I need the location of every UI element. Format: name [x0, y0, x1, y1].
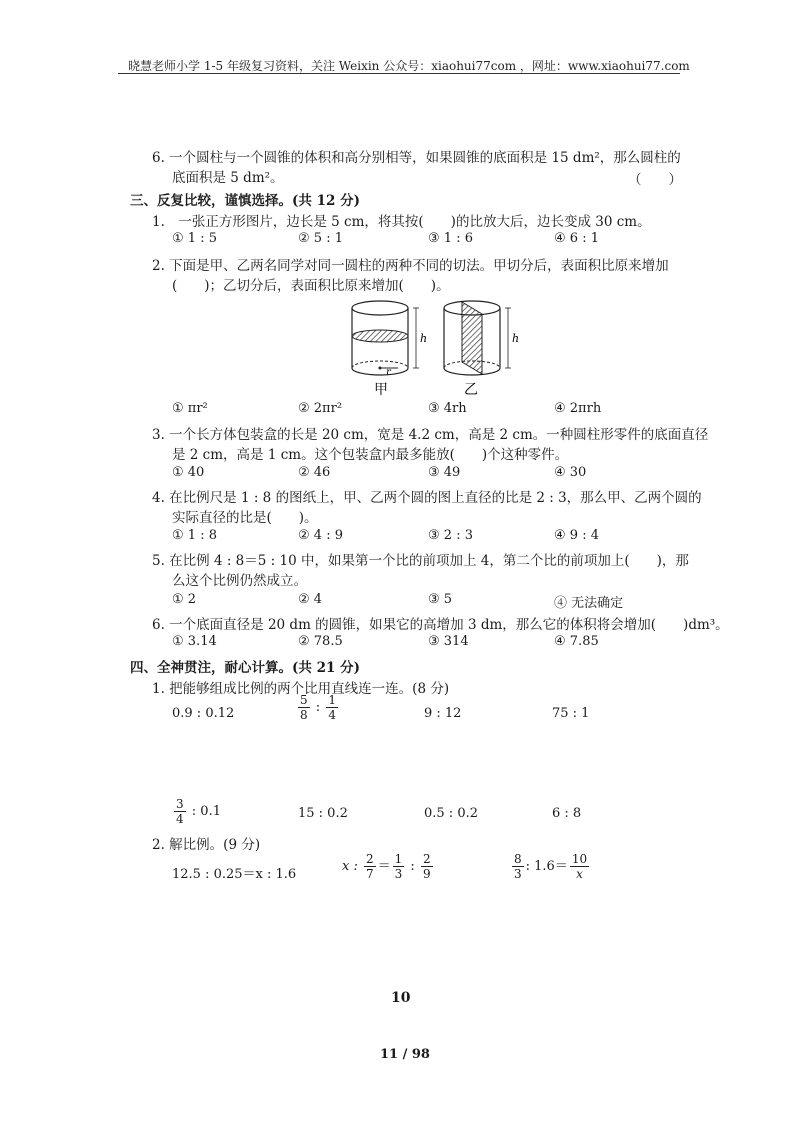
page-number: 10 — [391, 990, 411, 1006]
q6-prev-answer-paren: （ ） — [628, 172, 682, 188]
page-header: 晓慧老师小学 1-5 年级复习资料，关注 Weixin 公众号：xiaohui77com ，网址：www.xiaohui77.com — [128, 59, 690, 73]
ratio-top-c: 9 : 12 — [424, 706, 462, 721]
s3-q1-text: 1. 一张正方形图片，边长是 5 cm，将其按( )的比放大后，边长变成 30 cm。 — [152, 214, 651, 230]
s3-q6-text: 6. 一个底面直径是 20 dm 的圆锥，如果它的高增加 3 dm，那么它的体积将会增加( )dm³。 — [152, 617, 729, 633]
s3-q3-line1: 3. 一个长方体包装盒的长是 20 cm，宽是 4.2 cm，高是 2 cm。一种圆柱形零件的底面直径 — [152, 427, 709, 443]
s3-q3-opt2: ② 46 — [298, 465, 331, 480]
s3-q6-opt1: ① 3.14 — [172, 634, 217, 649]
s3-q4-opt4: ④ 9 : 4 — [554, 528, 599, 543]
q6-prev-line1: 6. 一个圆柱与一个圆锥的体积和高分别相等，如果圆锥的底面积是 15 dm²，那么圆柱的 — [152, 150, 681, 166]
ratio-bottom-b: 15 : 0.2 — [298, 806, 348, 821]
cyl-a-r-label: r — [386, 367, 391, 378]
header-rule — [118, 73, 680, 74]
cyl-b-h-label: h — [512, 332, 520, 345]
ratio-bottom-d: 6 : 8 — [552, 806, 582, 821]
s3-q4-line1: 4. 在比例尺是 1 : 8 的图纸上，甲、乙两个圆的图上直径的比是 2 : 3，那么甲、乙两个圆的 — [152, 490, 702, 506]
s3-q6-opt3: ③ 314 — [428, 634, 469, 649]
frac-5-8: $\frac{5}{8}$ — [300, 693, 308, 722]
section4-title: 四、全神贯注，耐心计算。(共 21 分) — [130, 660, 360, 676]
pager-indicator: 11 / 98 — [380, 1047, 430, 1062]
s3-q2-opt2: ② 2πr² — [298, 401, 343, 416]
cyl-b-caption: 乙 — [464, 382, 478, 398]
ratio-top-d: 75 : 1 — [552, 706, 590, 721]
s3-q1-opt3: ③ 1 : 6 — [428, 231, 473, 246]
s3-q4-opt3: ③ 2 : 3 — [428, 528, 473, 543]
s3-q5-opt4: ④ 无法确定 — [554, 596, 624, 611]
s3-q3-opt4: ④ 30 — [554, 465, 587, 480]
cylinder-b — [444, 301, 511, 375]
cyl-a-h-label: h — [420, 332, 428, 345]
section3-title: 三、反复比较，谨慎选择。(共 12 分) — [130, 193, 360, 209]
ratio-bottom-a: $\frac{3}{4}$ : 0.1 — [176, 797, 221, 826]
s3-q5-opt3: ③ 5 — [428, 592, 453, 607]
frac-1-4: $\frac{1}{4}$ — [328, 693, 336, 722]
s3-q2-line1: 2. 下面是甲、乙两名同学对同一圆柱的两种不同的切法。甲切分后，表面积比原来增加 — [152, 258, 669, 274]
q6-prev-line2: 底面积是 5 dm²。 — [172, 170, 284, 186]
ratio-top-b: $\frac{5}{8}$ : $\frac{1}{4}$ — [300, 693, 336, 722]
s3-q2-opt3: ③ 4rh — [428, 401, 467, 416]
s3-q5-opt2: ② 4 — [298, 592, 323, 607]
proportion-eq1: 12.5 : 0.25＝x : 1.6 — [172, 867, 297, 882]
s3-q4-opt1: ① 1 : 8 — [172, 528, 217, 543]
s3-q1-opt2: ② 5 : 1 — [298, 231, 343, 246]
s3-q4-line2: 实际直径的比是( )。 — [172, 510, 318, 526]
s3-q5-line1: 5. 在比例 4 : 8＝5 : 10 中，如果第一个比的前项加上 4，第二个比的前项加上( )，那 — [152, 553, 689, 569]
s3-q5-line2: 么这个比例仍然成立。 — [172, 573, 307, 589]
s4-q1-text: 1. 把能够组成比例的两个比用直线连一连。(8 分) — [152, 681, 450, 697]
s3-q2-line2: ( )；乙切分后，表面积比原来增加( )。 — [172, 278, 450, 294]
s3-q5-opt1: ① 2 — [172, 592, 197, 607]
ratio-top-a: 0.9 : 0.12 — [172, 706, 235, 721]
cylinder-a — [352, 301, 419, 375]
s4-q2-text: 2. 解比例。(9 分) — [152, 837, 261, 853]
s3-q2-opt4: ④ 2πrh — [554, 401, 602, 416]
cylinder-figures — [340, 292, 520, 400]
s3-q4-opt2: ② 4 : 9 — [298, 528, 343, 543]
frac-3-4: $\frac{3}{4}$ — [176, 797, 184, 826]
cyl-a-caption: 甲 — [374, 382, 388, 398]
s3-q2-opt1: ① πr² — [172, 401, 208, 416]
s3-q3-opt1: ① 40 — [172, 465, 205, 480]
s3-q1-opt4: ④ 6 : 1 — [554, 231, 599, 246]
s3-q1-opt1: ① 1 : 5 — [172, 231, 217, 246]
s3-q6-opt2: ② 78.5 — [298, 634, 343, 649]
s3-q6-opt4: ④ 7.85 — [554, 634, 599, 649]
ratio-bottom-c: 0.5 : 0.2 — [424, 806, 478, 821]
proportion-eq3: $\frac{8}{3}$ : 1.6＝ $\frac{10}{x}$ — [514, 852, 588, 881]
proportion-eq2: x : $\frac{2}{7}$ ＝ $\frac{1}{3}$ : $\frac{2}{9}$ — [342, 852, 431, 881]
s3-q3-line2: 是 2 cm，高是 1 cm。这个包装盒内最多能放( )个这种零件。 — [172, 447, 569, 463]
s3-q3-opt3: ③ 49 — [428, 465, 461, 480]
